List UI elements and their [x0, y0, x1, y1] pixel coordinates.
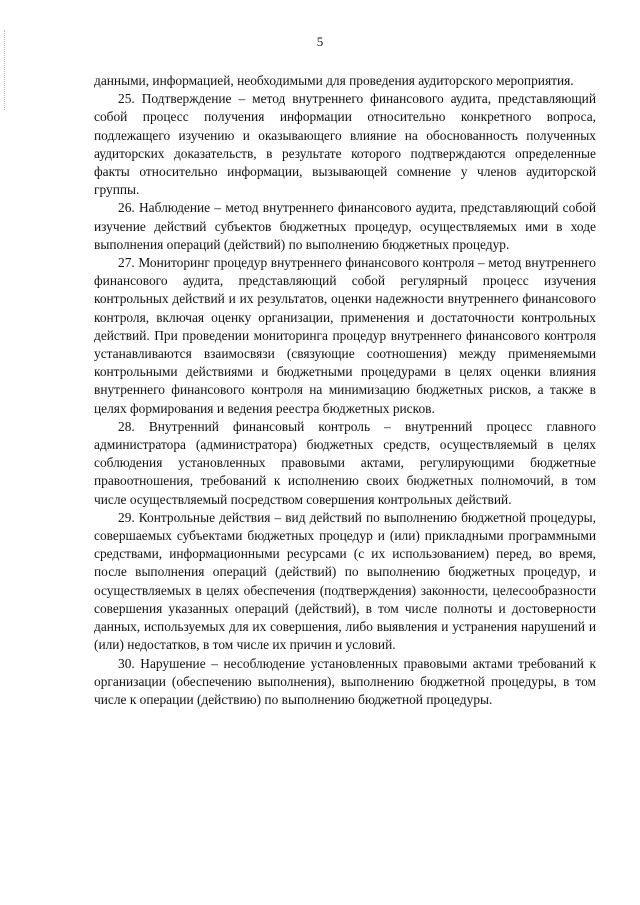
page-number: 5: [316, 34, 324, 49]
paragraph-30: 30. Нарушение – несоблюдение установленных правовыми актами требований к организации (обеспечению выполнения), выполнению бюджетной процедуры, в том числе к операции (действию) по выполнению бюджетной процедуры.: [94, 655, 596, 707]
paragraph-29: 29. Контрольные действия – вид действий по выполнению бюджетной процедуры, совершаемых субъектами бюджетных процедур и (или) прикладными программными средствами, информационными ресурсами (с их использованием) перед, во время, после выполнения операций (действий) по выполнению бюджетных процедур, и осуществляемых в целях обеспечения (подтверждения) законности, целесообразности совершения указанных операций (действий), в том числе полноты и достоверности данных, используемых для их совершения, либо выявления и устранения нарушений и (или) недостатков, в том числе их причин и условий.: [94, 509, 596, 653]
paragraph-27: 27. Мониторинг процедур внутреннего финансового контроля – метод внутреннего финансового аудита, представляющий собой регулярный процесс изучения контрольных действий и их результатов, оценки надежности внутреннего финансового контроля, включая оценку организации, применения и достаточности контрольных действий. При проведении мониторинга процедур внутреннего финансового контроля устанавливаются взаимосвязи (связующие соотношения) между применяемыми контрольными действиями и бюджетными процедурами в целях оценки влияния внутреннего финансового контроля на минимизацию бюджетных рисков, а также в целях формирования и ведения реестра бюджетных рисков.: [94, 255, 596, 416]
paragraph-continuation: данными, информацией, необходимыми для проведения аудиторского мероприятия.: [94, 73, 574, 88]
paragraph-28: 28. Внутренний финансовый контроль – внутренний процесс главного администратора (администратора) бюджетных средств, осуществляемый в целях соблюдения установленных правовыми актами, регулирующими бюджетные правоотношения, требований к исполнению своих бюджетных полномочий, в том числе осуществляемый посредством совершения контрольных действий.: [94, 418, 596, 507]
paragraph-25: 25. Подтверждение – метод внутреннего финансового аудита, представляющий собой процесс получения информации относительно конкретного вопроса, подлежащего изучению и оказывающего влияние на обоснованность полученных аудиторских доказательств, в результате которого подтверждаются определенные факты относительно информации, вызывающей сомнение у членов аудиторской группы.: [94, 91, 596, 198]
document-body: [94, 72, 596, 709]
paragraph-26: 26. Наблюдение – метод внутреннего финансового аудита, представляющий собой изучение действий субъектов бюджетных процедур, осуществляемых ими в ходе выполнения операций (действий) по выполнению бюджетных процедур.: [94, 200, 596, 252]
